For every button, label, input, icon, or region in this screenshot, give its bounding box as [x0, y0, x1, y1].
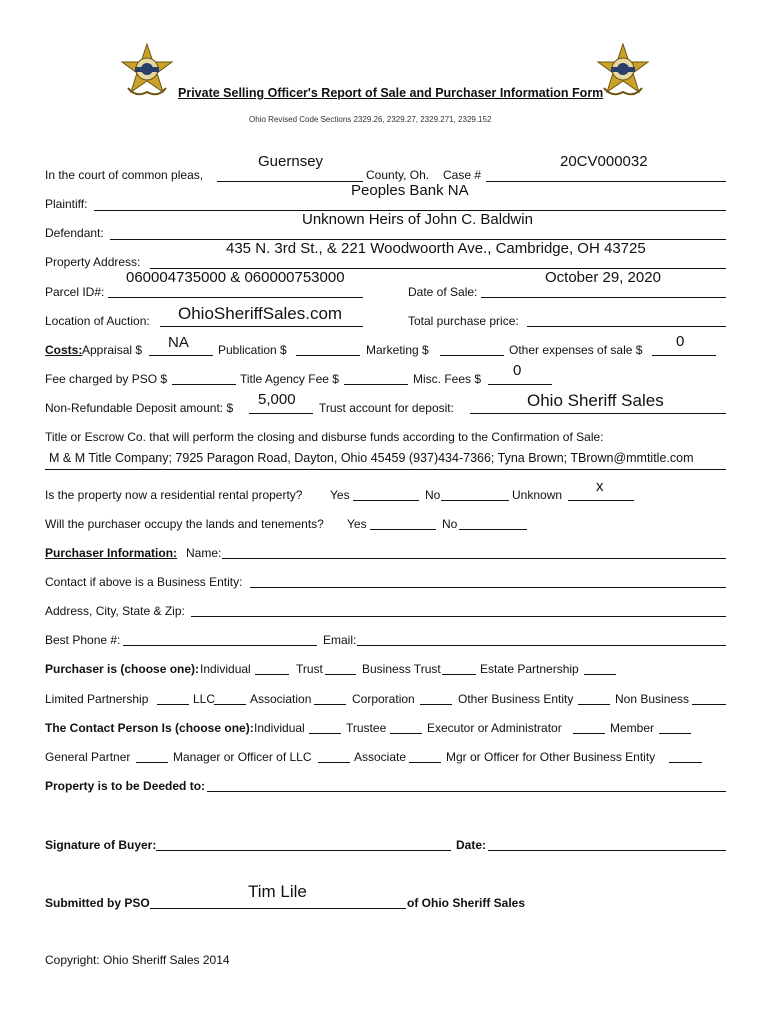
rental-yes-field[interactable]: [353, 500, 419, 501]
purchaser-type-individual-field[interactable]: [255, 674, 289, 675]
submitted-by-label: Submitted by PSO: [45, 896, 150, 910]
purchaser-address-field[interactable]: [191, 616, 726, 617]
contact-type-label: The Contact Person Is (choose one):: [45, 721, 254, 735]
purchaser-type-business-trust: Business Trust: [362, 662, 441, 676]
publication-label: Publication $: [218, 343, 287, 357]
title-agency-fee-field[interactable]: [344, 384, 408, 385]
purchaser-type-other-business: Other Business Entity: [458, 692, 574, 706]
auction-location-line: [160, 326, 363, 327]
contact-type-associate: Associate: [354, 750, 407, 764]
trust-account-line: [470, 413, 726, 414]
title-company-label: Title or Escrow Co. that will perform the closing and disburse funds according to the Confirmation of Sale:: [45, 430, 604, 444]
phone-field[interactable]: [123, 645, 317, 646]
title-agency-fee-label: Title Agency Fee $: [240, 372, 339, 386]
contact-type-mgr-other-field[interactable]: [669, 762, 702, 763]
costs-label: Costs:: [45, 343, 83, 357]
title-company-field[interactable]: M & M Title Company; 7925 Paragon Road, Dayton, Ohio 45459 (937)434-7366; Tyna Brown; TBrown@mmtitle.com: [49, 451, 694, 465]
trust-account-field[interactable]: Ohio Sheriff Sales: [527, 391, 664, 410]
purchaser-type-non-business-field[interactable]: [692, 704, 726, 705]
pso-fee-field[interactable]: [172, 384, 236, 385]
rental-no-field[interactable]: [441, 500, 509, 501]
purchaser-type-corporation-field[interactable]: [420, 704, 452, 705]
plaintiff-field[interactable]: Peoples Bank NA: [351, 182, 469, 199]
purchaser-address-label: Address, City, State & Zip:: [45, 604, 185, 618]
purchaser-type-estate-partnership-field[interactable]: [584, 674, 616, 675]
purchaser-type-association-field[interactable]: [314, 704, 346, 705]
purchaser-type-trust-field[interactable]: [325, 674, 356, 675]
title-company-line: [45, 469, 726, 470]
county-field[interactable]: Guernsey: [258, 153, 324, 170]
occupy-question: Will the purchaser occupy the lands and tenements?: [45, 517, 324, 531]
total-price-label: Total purchase price:: [408, 314, 519, 328]
deeded-to-field[interactable]: [207, 791, 726, 792]
purchaser-name-field[interactable]: [222, 558, 726, 559]
purchaser-type-label: Purchaser is (choose one):: [45, 662, 200, 676]
purchaser-type-individual: Individual: [200, 662, 251, 676]
purchaser-type-llc-field[interactable]: [214, 704, 246, 705]
purchaser-type-other-business-field[interactable]: [578, 704, 610, 705]
county-line: [217, 181, 363, 182]
case-label: Case #: [443, 168, 482, 182]
contact-type-member: Member: [610, 721, 655, 735]
contact-type-member-field[interactable]: [659, 733, 691, 734]
date-of-sale-line: [481, 297, 726, 298]
purchaser-type-corporation: Corporation: [352, 692, 415, 706]
property-address-field[interactable]: 435 N. 3rd St., & 221 Woodwoorth Ave., Cambridge, OH 43725: [226, 240, 646, 257]
rental-yes-label: Yes: [330, 488, 350, 502]
purchaser-type-trust: Trust: [296, 662, 323, 676]
buyer-signature-field[interactable]: [156, 850, 451, 851]
business-contact-field[interactable]: [250, 587, 726, 588]
parcel-label: Parcel ID#:: [45, 285, 105, 299]
deposit-field[interactable]: 5,000: [258, 391, 296, 408]
other-expenses-label: Other expenses of sale $: [509, 343, 643, 357]
buyer-signature-label: Signature of Buyer:: [45, 838, 157, 852]
auction-location-field[interactable]: OhioSheriffSales.com: [178, 304, 343, 323]
purchaser-type-limited-partnership: Limited Partnership: [45, 692, 149, 706]
purchaser-info-heading: Purchaser Information:: [45, 546, 178, 560]
signature-date-label: Date:: [456, 838, 487, 852]
contact-type-executor: Executor or Administrator: [427, 721, 562, 735]
contact-type-trustee: Trustee: [346, 721, 387, 735]
deposit-line: [249, 413, 313, 414]
contact-type-associate-field[interactable]: [409, 762, 441, 763]
contact-type-individual: Individual: [254, 721, 305, 735]
misc-fees-field[interactable]: 0: [513, 362, 522, 379]
rental-unknown-line: [568, 500, 634, 501]
phone-label: Best Phone #:: [45, 633, 121, 647]
sheriff-badge-left-icon: [118, 42, 176, 98]
rental-unknown-mark[interactable]: x: [596, 478, 604, 495]
other-expenses-line: [652, 355, 716, 356]
occupy-yes-field[interactable]: [370, 529, 436, 530]
total-price-field[interactable]: [527, 326, 726, 327]
contact-type-manager-llc-field[interactable]: [318, 762, 350, 763]
publication-field[interactable]: [296, 355, 360, 356]
purchaser-type-estate-partnership: Estate Partnership: [480, 662, 579, 676]
marketing-label: Marketing $: [366, 343, 429, 357]
purchaser-name-label: Name:: [186, 546, 222, 560]
defendant-field[interactable]: Unknown Heirs of John C. Baldwin: [302, 211, 533, 228]
property-address-label: Property Address:: [45, 255, 141, 269]
contact-type-manager-llc: Manager or Officer of LLC: [173, 750, 312, 764]
contact-type-trustee-field[interactable]: [390, 733, 422, 734]
other-expenses-field[interactable]: 0: [676, 333, 685, 350]
parcel-line: [108, 297, 363, 298]
court-label: In the court of common pleas,: [45, 168, 204, 182]
deeded-to-label: Property is to be Deeded to:: [45, 779, 206, 793]
rental-unknown-label: Unknown: [512, 488, 563, 502]
submitted-by-line: [150, 908, 406, 909]
copyright-footer: Copyright: Ohio Sheriff Sales 2014: [45, 953, 230, 967]
occupy-no-label: No: [442, 517, 458, 531]
signature-date-field[interactable]: [488, 850, 726, 851]
misc-fees-label: Misc. Fees $: [413, 372, 482, 386]
business-contact-label: Contact if above is a Business Entity:: [45, 575, 243, 589]
purchaser-type-association: Association: [250, 692, 312, 706]
county-label: County, Oh.: [366, 168, 430, 182]
appraisal-label: Appraisal $: [82, 343, 143, 357]
contact-type-individual-field[interactable]: [309, 733, 341, 734]
contact-type-general-partner: General Partner: [45, 750, 131, 764]
appraisal-field[interactable]: NA: [168, 334, 189, 351]
misc-fees-line: [488, 384, 552, 385]
email-label: Email:: [323, 633, 357, 647]
contact-type-general-partner-field[interactable]: [136, 762, 168, 763]
parcel-field[interactable]: 060004735000 & 060000753000: [126, 269, 345, 286]
defendant-label: Defendant:: [45, 226, 104, 240]
form-subtitle: Ohio Revised Code Sections 2329.26, 2329.27, 2329.271, 2329.152: [249, 115, 492, 124]
contact-type-executor-field[interactable]: [573, 733, 605, 734]
purchaser-type-non-business: Non Business: [615, 692, 690, 706]
purchaser-type-business-trust-field[interactable]: [442, 674, 476, 675]
submitted-by-field[interactable]: Tim Lile: [248, 882, 307, 901]
email-field[interactable]: [357, 645, 726, 646]
pso-fee-label: Fee charged by PSO $: [45, 372, 168, 386]
case-line: [486, 181, 726, 182]
appraisal-line: [149, 355, 213, 356]
contact-type-mgr-other: Mgr or Officer for Other Business Entity: [446, 750, 656, 764]
occupy-yes-label: Yes: [347, 517, 367, 531]
rental-no-label: No: [425, 488, 441, 502]
plaintiff-label: Plaintiff:: [45, 197, 88, 211]
rental-question: Is the property now a residential rental property?: [45, 488, 303, 502]
case-number-field[interactable]: 20CV000032: [560, 153, 648, 170]
date-of-sale-label: Date of Sale:: [408, 285, 478, 299]
auction-location-label: Location of Auction:: [45, 314, 150, 328]
marketing-field[interactable]: [440, 355, 504, 356]
purchaser-type-llc: LLC: [193, 692, 216, 706]
deposit-label: Non-Refundable Deposit amount: $: [45, 401, 234, 415]
purchaser-type-limited-partnership-field[interactable]: [157, 704, 189, 705]
form-title: Private Selling Officer's Report of Sale and Purchaser Information Form: [178, 86, 604, 100]
trust-account-label: Trust account for deposit:: [319, 401, 454, 415]
occupy-no-field[interactable]: [459, 529, 527, 530]
submitted-by-suffix: of Ohio Sheriff Sales: [407, 896, 526, 910]
date-of-sale-field[interactable]: October 29, 2020: [545, 269, 661, 286]
